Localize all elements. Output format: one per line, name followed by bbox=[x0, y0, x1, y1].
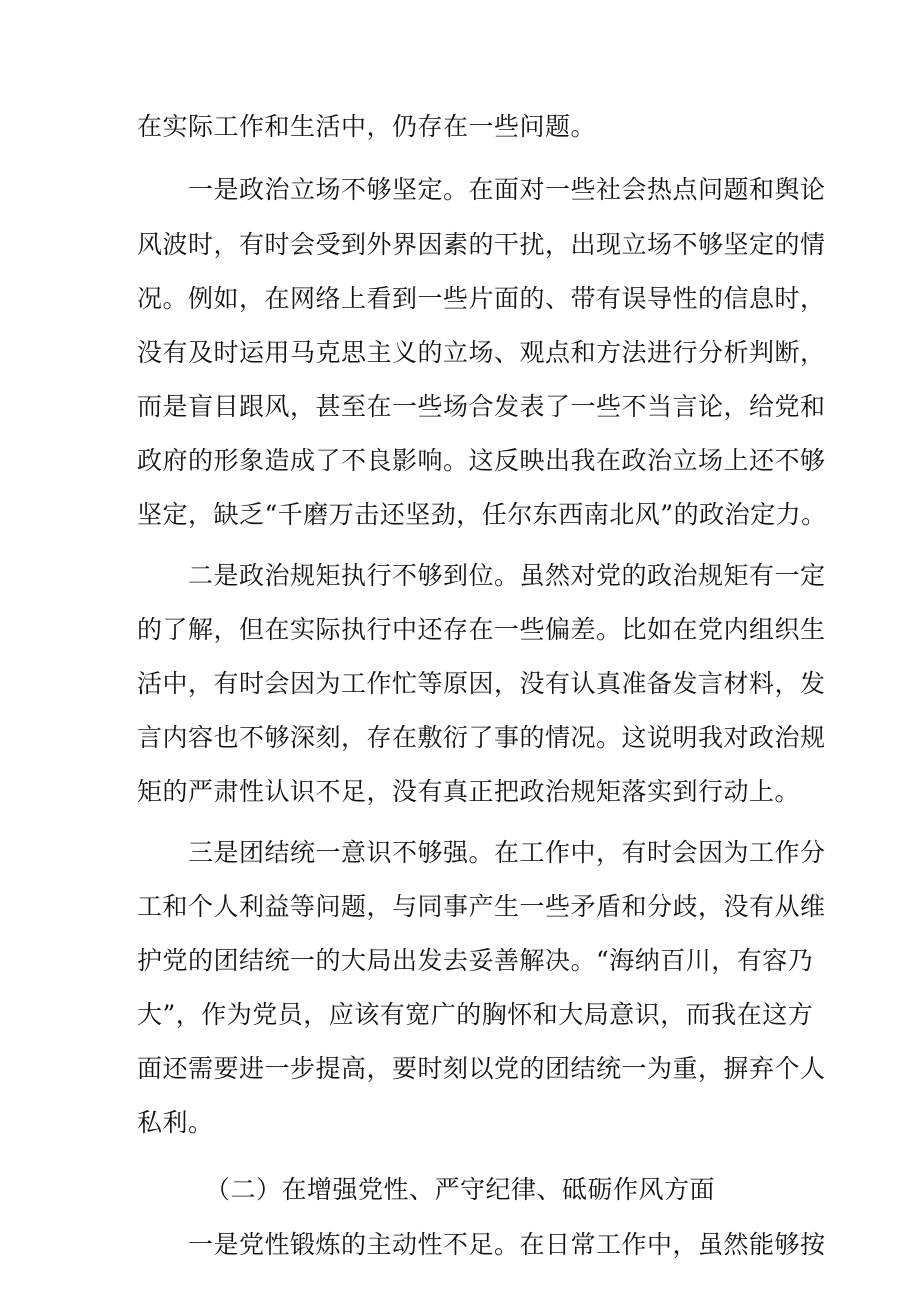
text-line: 活中，有时会因为工作忙等原因，没有认真准备发言材料，发 bbox=[137, 669, 826, 698]
text-line: 坚定，缺乏“千磨万击还坚劲，任尔东西南北风”的政治定力。 bbox=[137, 500, 827, 529]
text-line: 私利。 bbox=[137, 1108, 214, 1137]
text-line: 政府的形象造成了不良影响。这反映出我在政治立场上还不够 bbox=[137, 446, 826, 475]
section-heading: （二）在增强党性、严守纪律、砥砺作风方面 bbox=[204, 1175, 715, 1204]
text-line: 的了解，但在实际执行中还存在一些偏差。比如在党内组织生 bbox=[137, 615, 826, 644]
text-line: 而是盲目跟风，甚至在一些场合发表了一些不当言论，给党和 bbox=[137, 392, 826, 421]
text-line: 护党的团结统一的大局出发去妥善解决。“海纳百川，有容乃 bbox=[137, 946, 814, 975]
text-line: 一是政治立场不够坚定。在面对一些社会热点问题和舆论 bbox=[188, 175, 826, 204]
text-line: 没有及时运用马克思主义的立场、观点和方法进行分析判断， bbox=[137, 338, 826, 367]
text-line: 一是党性锻炼的主动性不足。在日常工作中，虽然能够按 bbox=[188, 1230, 826, 1259]
text-line: 风波时，有时会受到外界因素的干扰，出现立场不够坚定的情 bbox=[137, 230, 826, 259]
text-line: 矩的严肃性认识不足，没有真正把政治规矩落实到行动上。 bbox=[137, 777, 801, 806]
text-line: 大”，作为党员，应该有宽广的胸怀和大局意识，而我在这方 bbox=[137, 1000, 814, 1029]
text-line: 况。例如，在网络上看到一些片面的、带有误导性的信息时， bbox=[137, 284, 826, 313]
text-line: 言内容也不够深刻，存在敷衍了事的情况。这说明我对政治规 bbox=[137, 723, 826, 752]
text-line: 在实际工作和生活中，仍存在一些问题。 bbox=[137, 112, 597, 141]
text-line: 工和个人利益等问题，与同事产生一些矛盾和分歧，没有从维 bbox=[137, 892, 826, 921]
text-line: 二是政治规矩执行不够到位。虽然对党的政治规矩有一定 bbox=[188, 561, 826, 590]
text-line: 面还需要进一步提高，要时刻以党的团结统一为重，摒弃个人 bbox=[137, 1054, 826, 1083]
text-line: 三是团结统一意识不够强。在工作中，有时会因为工作分 bbox=[188, 838, 826, 867]
